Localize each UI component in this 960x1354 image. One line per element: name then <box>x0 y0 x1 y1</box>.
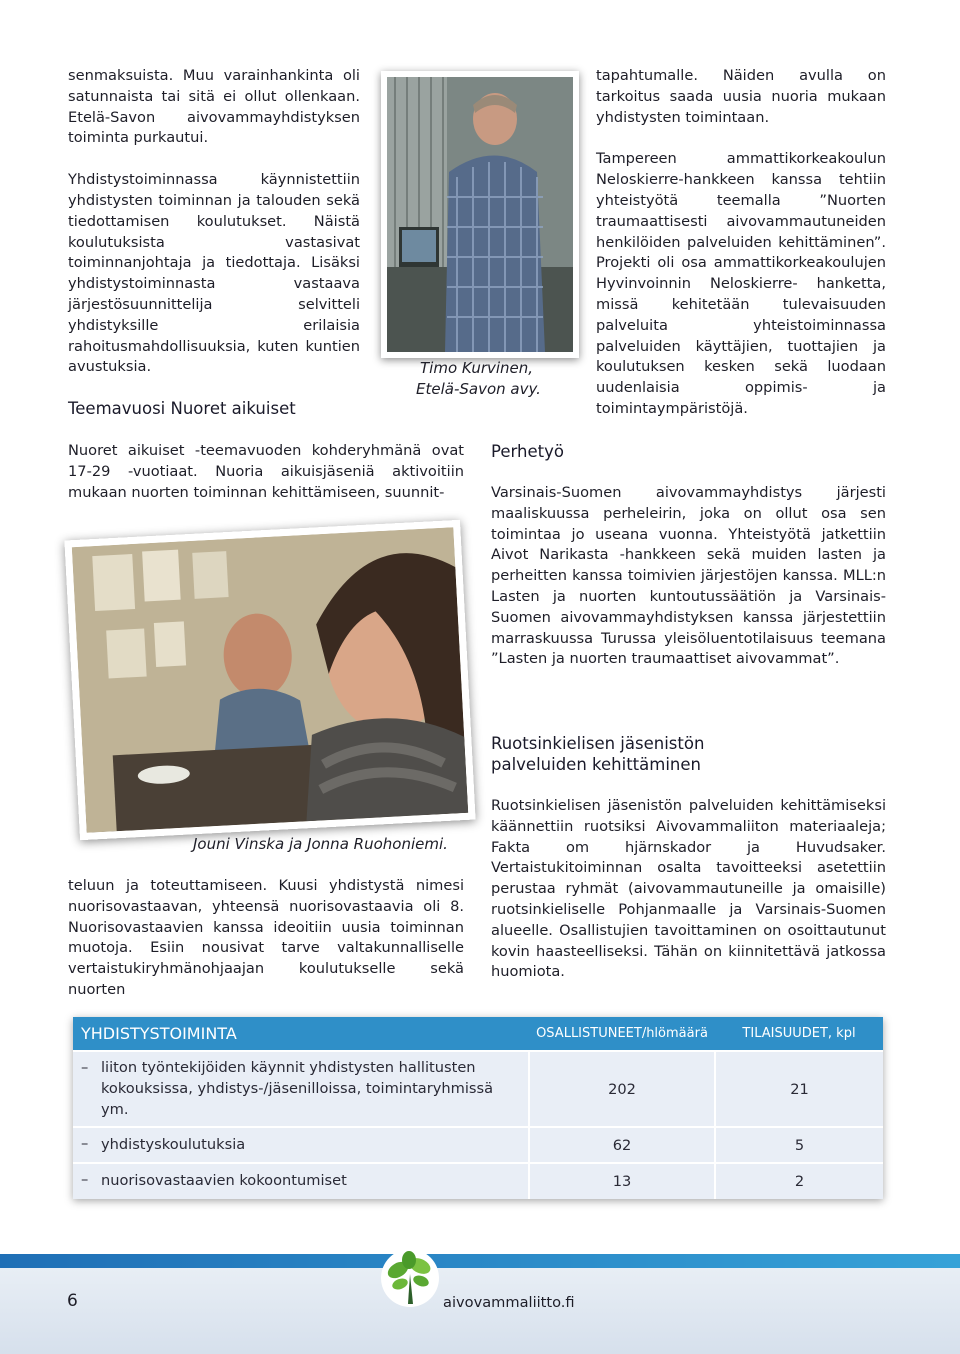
row-participants: 62 <box>529 1127 715 1163</box>
row-label <box>73 1051 529 1127</box>
tree-logo-icon <box>380 1248 440 1310</box>
heading-ruotsi-line2: palveluiden kehittäminen <box>491 755 701 774</box>
row-participants: 202 <box>529 1051 715 1127</box>
stats-table-header <box>73 1017 883 1051</box>
heading-ruotsi-line1: Ruotsinkielisen jäsenistön <box>491 734 705 753</box>
caption-photo2: Jouni Vinska ja Jonna Ruohoniemi. <box>193 835 448 853</box>
photo-jouni-jonna-image <box>72 527 468 833</box>
website-url[interactable]: aivovammaliitto.fi <box>443 1294 575 1311</box>
paragraph-ruotsi: Ruotsinkielisen jäsenistön palveluiden kehittämiseksi käännettiin ruotsiksi Aivovammaliiton materiaaleja; Fakta om hjärnskador ja Huvudsaker. Vertaistukitoiminnan osalta tavoitteeksi asetettiin perustaa ryhmät (aivovammautuneille ja omaisille) ruotsinkieliselle Pohjanmaalle ja Varsinais-Suomen alueelle. Osallistujien tavoittaminen on osoittautunut kovin haasteelliseksi. Tähän on kiinnitettävä jatkossa huomiota. <box>491 797 886 981</box>
row-events: 5 <box>715 1127 883 1163</box>
stats-table <box>73 1017 883 1199</box>
row-label-text: liiton työntekijöiden käynnit yhdistysten hallitusten kokouksissa, yhdistys-/jäsenilloissa, toimintaryhmissä ym. <box>101 1059 494 1118</box>
header-tilaisuudet: TILAISUUDET, kpl <box>715 1017 883 1051</box>
paragraph-neloskierre: Tampereen ammattikorkeakoulun Neloskierre-hankkeen kanssa tehtiin yhteistyötä teemalla ”Nuorten traumaattisesti aivovammautuneiden henkilöiden palveluiden kehittäminen”. Projekti oli osa ammattikorkeakoulujen Hyvinvoinnin Neloskierre- hanketta, missä kehitetään tulevaisuuden palveluita yhteistoiminnassa palveluiden käyttäjien, tuottajien ja koulutuksen kesken sekä luodaan uudenlaisia oppimis- ja toimintaympäristöjä. <box>596 150 886 417</box>
footer-bar <box>0 1254 960 1268</box>
table-row <box>73 1051 883 1127</box>
row-events: 2 <box>715 1163 883 1199</box>
photo-timo-kurvinen-image <box>387 77 573 352</box>
caption-photo1-line2: Etelä-Savon avy. <box>416 380 541 398</box>
page-number: 6 <box>67 1291 78 1311</box>
paragraph-teemavuosi-intro: Nuoret aikuiset -teemavuoden kohderyhmänä ovat 17-29 -vuotiaat. Nuoria aikuisjäseniä aktivoitiin mukaan nuorten toiminnan kehittämiseen, suunnit- <box>68 442 464 501</box>
paragraph-tapahtumalle: tapahtumalle. Näiden avulla on tarkoitus saada uusia nuoria mukaan yhdistysten toimintaan. <box>596 67 886 126</box>
table-row <box>73 1127 883 1163</box>
paragraph-perhetyo: Varsinais-Suomen aivovammayhdistys järjesti maaliskuussa perheleirin, joka on ollut osa sen toimintaa jo useana vuonna. Yhteistyötä jatkettiin Aivot Narikasta -hankkeen sekä muiden lasten ja perheitten kanssa toimivien järjestöjen kanssa. MLL:n Lasten ja nuorten kuntoutussäätiön ja Varsinais-Suomen aivovammayhdistyksen kanssa järjestettiin marraskuussa Turussa yleisöluentotilaisuus teemana ”Lasten ja nuorten traumaattiset aivovammat”. <box>491 484 886 668</box>
header-osallistuneet: OSALLISTUNEET/hlömäärä <box>529 1017 715 1051</box>
row-label <box>73 1127 529 1163</box>
header-yhdistystoiminta: YHDISTYSTOIMINTA <box>73 1017 529 1051</box>
paragraph-teemavuosi-continued: teluun ja toteuttamiseen. Kuusi yhdistystä nimesi nuorisovastaavan, yhteensä nuorisovastaavia oli 8. Nuorisovastaavien kanssa ideoitiin uusia toiminnan muotoja. Esiin nousivat tarve valtakunnalliselle vertaistukiryhmänohjaajan koulutukselle sekä nuorten <box>68 877 464 998</box>
paragraph-koulutukset: Yhdistystoiminnassa käynnistettiin yhdistysten toiminnan ja talouden sekä tiedottamisen koulutukset. Näistä koulutuksista vastasivat toiminnanjohtaja ja tiedottaja. Lisäksi yhdistystoiminnasta vastaava järjestösuunnittelija selvitteli yhdistyksille erilaisia rahoitusmahdollisuuksia, kuten kuntien avustuksia. <box>68 171 360 376</box>
row-label-text: nuorisovastaavien kokoontumiset <box>101 1172 347 1190</box>
photo-jouni-jonna <box>64 520 475 840</box>
row-participants: 13 <box>529 1163 715 1199</box>
left-column-text <box>68 66 360 378</box>
dash-bullet: – <box>81 1171 89 1189</box>
photo-timo-kurvinen <box>381 71 579 358</box>
row-label-text: yhdistyskoulutuksia <box>101 1135 246 1153</box>
table-row <box>73 1163 883 1199</box>
caption-photo1-line1: Timo Kurvinen, <box>420 359 534 377</box>
row-events: 21 <box>715 1051 883 1127</box>
paragraph-varainhankinta: senmaksuista. Muu varainhankinta oli satunnaista tai sitä ei ollut ollenkaan. Etelä-Savon aivovammayhdistyksen toiminta purkautui. <box>68 67 360 147</box>
row-label <box>73 1163 529 1199</box>
dash-bullet: – <box>81 1059 89 1076</box>
heading-perhetyo: Perhetyö <box>491 442 564 461</box>
dash-bullet: – <box>81 1135 89 1153</box>
right-column-text <box>596 66 886 420</box>
heading-teemavuosi: Teemavuosi Nuoret aikuiset <box>68 399 296 418</box>
footer-background <box>0 1268 960 1354</box>
